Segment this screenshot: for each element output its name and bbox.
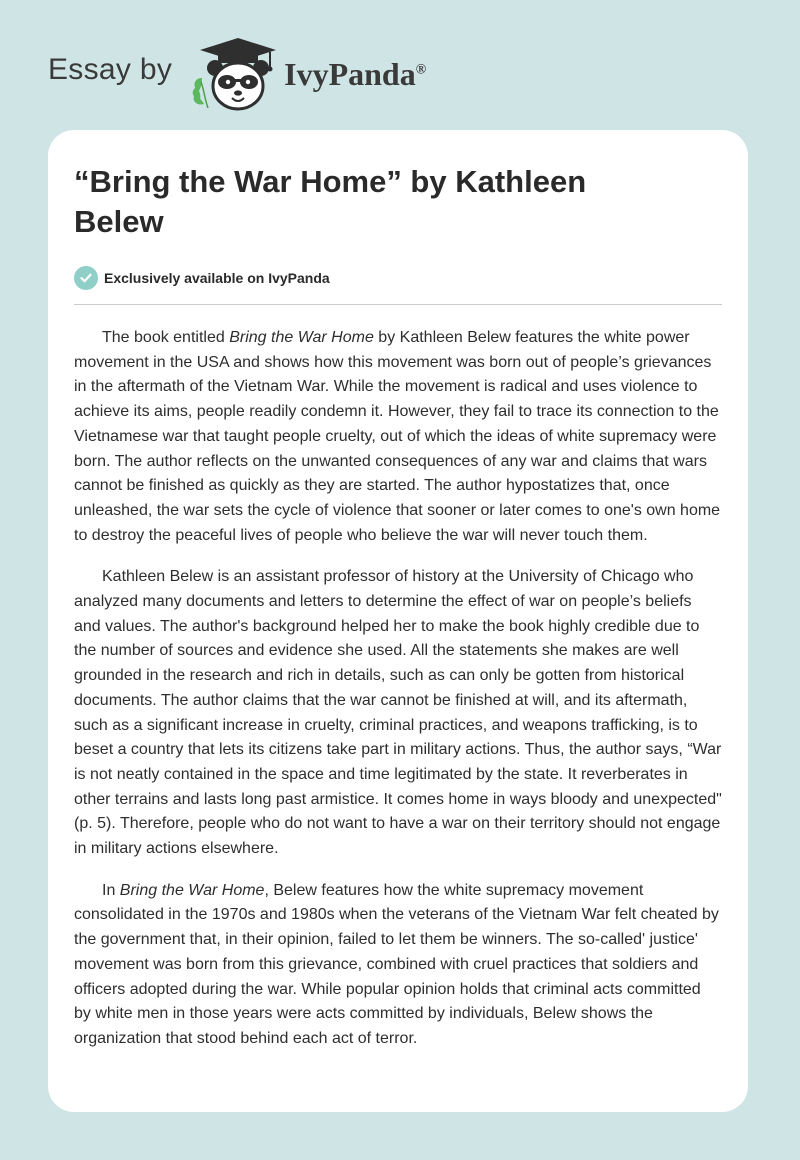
- essay-card: [48, 130, 748, 1112]
- paragraph-3: [74, 879, 722, 1052]
- exclusive-badge: [74, 264, 722, 292]
- paragraph-text: by Kathleen Belew features the white power movement in the USA and shows how this movement was born out of people’s grievances in the aftermath of the Vietnam War. While the movement is radical and uses violence to achieve its aims, people readily condemn it. However, they fail to trace its connection to the Vietnamese war that taught people cruelty, out of which the ideas of white supremacy were born. The author reflects on the unwanted consequences of any war and claims that wars cannot be finished as quickly as they are started. The author hypostatizes that, once unleashed, the war sets the cycle of violence that sooner or later comes to one's own home to destroy the peaceful lives of people who believe the war will never touch them.: [74, 329, 721, 544]
- brand-name[interactable]: [284, 56, 426, 93]
- book-title-italic: Bring the War Home: [119, 881, 265, 899]
- essay-by-label: Essay by: [48, 53, 173, 86]
- essay-body: [74, 326, 722, 1052]
- paragraph-2: [74, 565, 722, 861]
- paragraph-text: Kathleen Belew is an assistant professor of history at the University of Chicago who analyzed many documents and letters to determine the effect of war on people’s beliefs and values. The author's background helped her to make the book highly credible due to the number of sources and evidence she used. All the statements she makes are well grounded in the research and rich in details, such as can only be gotten from historical documents. The author claims that the war cannot be finished at will, and its aftermath, such as a significant increase in cruelty, criminal practices, and weapons trafficking, is to beset a country that lets its citizens take part in military actions. Thus, the author says, “War is not neatly contained in the space and time legitimated by the state. It reverberates in other terrains and lasts long past armistice. It comes home in ways bloody and unexpected" (p. 5). Therefore, people who do not want to have a war on their territory should not engage in military actions elsewhere.: [74, 568, 722, 858]
- check-circle-icon: [74, 266, 98, 290]
- paragraph-text: , Belew features how the white supremacy movement consolidated in the 1970s and 1980s when the veterans of the Vietnam War felt cheated by the government that, in their opinion, failed to let them be winners. The so-called' justice' movement was born from this grievance, combined with cruel practices that soldiers and officers adopted during the war. While popular opinion holds that criminal acts committed by white men in those years were acts committed by individuals, Belew shows the organization that stood behind each act of terror.: [74, 881, 719, 1047]
- paragraph-text: In: [102, 881, 120, 899]
- book-title-italic: Bring the War Home: [229, 329, 374, 346]
- panda-graduate-icon[interactable]: [188, 34, 280, 114]
- badge-label: Exclusively available on IvyPanda: [104, 270, 330, 286]
- registered-mark: ®: [415, 61, 427, 77]
- brand-text: IvyPanda: [284, 55, 416, 92]
- paragraph-1: [74, 326, 722, 548]
- divider: [74, 304, 722, 305]
- paragraph-text: The book entitled: [102, 329, 230, 346]
- essay-title: “Bring the War Home” by Kathleen Belew: [74, 164, 587, 239]
- site-header: [48, 34, 426, 114]
